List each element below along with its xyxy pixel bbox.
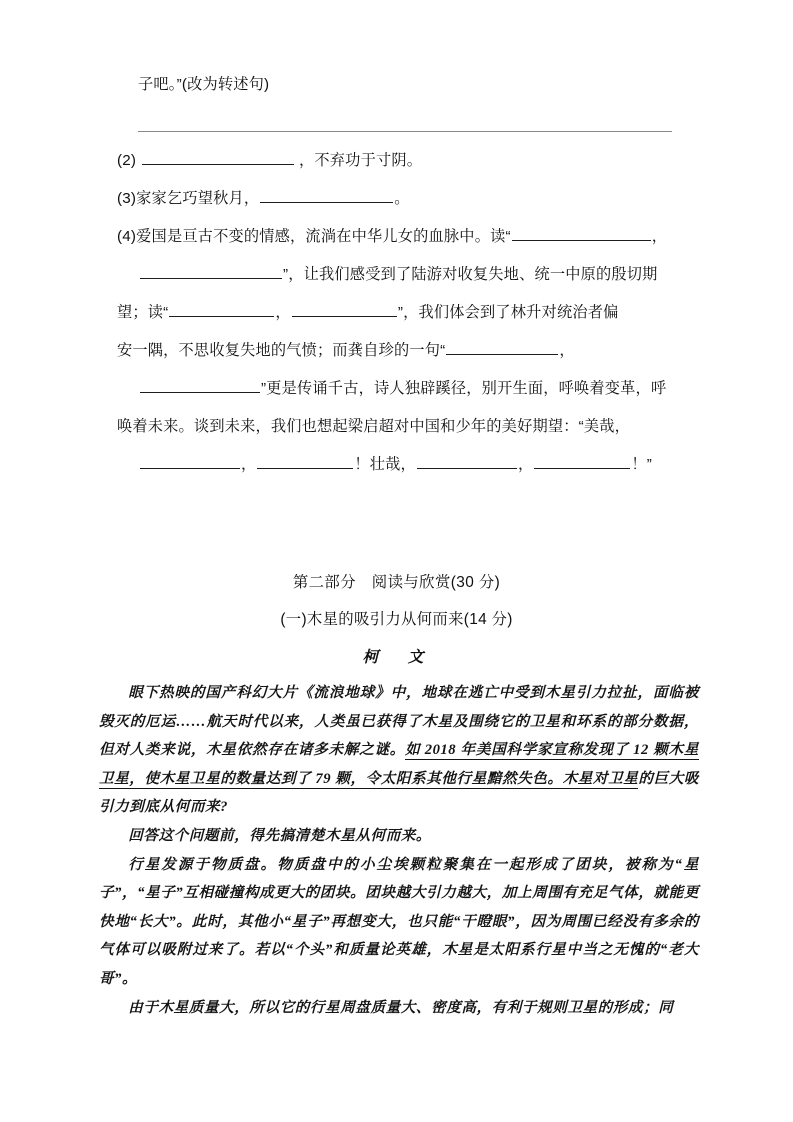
part-two-heading: 第二部分 阅读与欣赏(30 分) [292,574,501,591]
question-4-seg-2: ”，让我们感受到了陆游对收复失地、统一中原的殷切期 [283,266,658,283]
question-4-seg-7: ， [559,342,575,359]
blank-q3-1[interactable] [260,186,393,203]
paragraph-1-part-b: 的巨大吸引力到底从何而来? [99,770,699,816]
passage-paragraph-1 [99,679,699,822]
question-1-continuation [117,66,689,104]
blank-q4-4a[interactable] [140,452,240,469]
question-4-line-5 [117,370,689,408]
blank-q4-4d[interactable] [534,452,630,469]
question-4-seg-6: 安一隅，不思收复失地的气愤；而龚自珍的一句“ [117,342,446,359]
blank-q4-1a[interactable] [512,224,651,241]
question-4-seg-13: ！” [631,456,652,473]
reading-passage [99,679,699,1022]
blank-q2-1[interactable] [142,148,294,165]
question-2 [117,142,689,180]
blank-q4-3b[interactable] [140,376,260,393]
blank-q4-4b[interactable] [257,452,353,469]
question-4-line-4 [117,332,689,370]
blank-q4-4c[interactable] [417,452,517,469]
question-4-seg-11: ！壮哉， [354,456,416,473]
question-4-seg-9: 唤着未来。谈到未来，我们也想起梁启超对中国和少年的美好期望：“美哉， [117,418,631,435]
question-4-line-2 [117,256,689,294]
question-3-suffix: 。 [394,190,410,207]
question-4-line-7 [117,446,689,484]
paragraph-1-underlined-sentence: 如 2018 年美国科学家宣称发现了 12 颗木星卫星，使木星卫星的数量达到了 79 颗，令太阳系其他行星黯然失色。木星对卫星 [99,742,699,787]
question-4-number: (4) [117,228,137,245]
question-4-line-3 [117,294,689,332]
question-3 [117,180,689,218]
blank-q4-3a[interactable] [446,338,558,355]
question-2-text: ，不弃功于寸阴。 [299,152,423,169]
question-4-seg-3: 望；读“ [117,304,169,321]
question-1-text: 子吧。”(改为转述句) [138,76,270,93]
answer-rule-line[interactable] [117,104,689,142]
question-4-seg-5: ”，我们体会到了林升对统治者偏 [397,304,619,321]
reading-section-headings [0,565,793,678]
passage-title: (一)木星的吸引力从何而来(14 分) [280,611,513,628]
question-4-seg-4a: ， [651,228,668,245]
passage-paragraph-3: 行星发源于物质盘。物质盘中的小尘埃颗粒聚集在一起形成了团块，被称为“星子”，“星子”互相碰撞构成更大的团块。团块越大引力越大，加上周围有充足气体，就能更快地“长大”。此时，其他小“星子”再想变大，也只能“干瞪眼”，因为周围已经没有多余的气体可以吸附过来了。若以“个头”和质量论英雄，木星是太阳系行星中当之无愧的“老大哥”。 [99,856,699,987]
question-4-seg-12: ， [517,456,534,473]
question-2-number: (2) [117,152,137,169]
blank-q4-2b[interactable] [292,300,397,317]
question-4-line-6 [117,408,689,446]
passage-paragraph-2: 回答这个问题前，得先搞清楚木星从何而来。 [128,827,432,844]
fill-in-the-blank-section [117,66,689,484]
passage-author: 柯 文 [362,649,431,666]
question-4-seg-4b: ， [275,304,291,321]
question-4-seg-1: 爱国是亘古不变的情感，流淌在中华儿女的血脉中。读“ [136,228,511,245]
passage-paragraph-4: 由于木星质量大，所以它的行星周盘质量大、密度高，有利于规则卫星的形成；同 [128,999,674,1016]
blank-q4-2a[interactable] [169,300,274,317]
question-3-prefix: 家家乞巧望秋月， [136,190,260,207]
question-4-line-1 [117,218,689,256]
question-4-seg-8: ”更是传诵千古，诗人独辟蹊径，别开生面，呼唤着变革，呼 [261,380,667,397]
question-4-seg-10: ， [241,456,257,473]
blank-q4-1b[interactable] [140,262,282,279]
question-3-number: (3) [117,190,137,207]
paragraph-1-part-a: 眼下热映的国产科幻大片《流浪地球》中，地球在逃亡中受到木星引力拉扯，面临被毁灭的厄运……航天时代以来，人类虽已获得了木星及围绕它的卫星和环系的部分数据，但对人类来说，木星依然存在诸多未解之谜。 [99,685,699,759]
